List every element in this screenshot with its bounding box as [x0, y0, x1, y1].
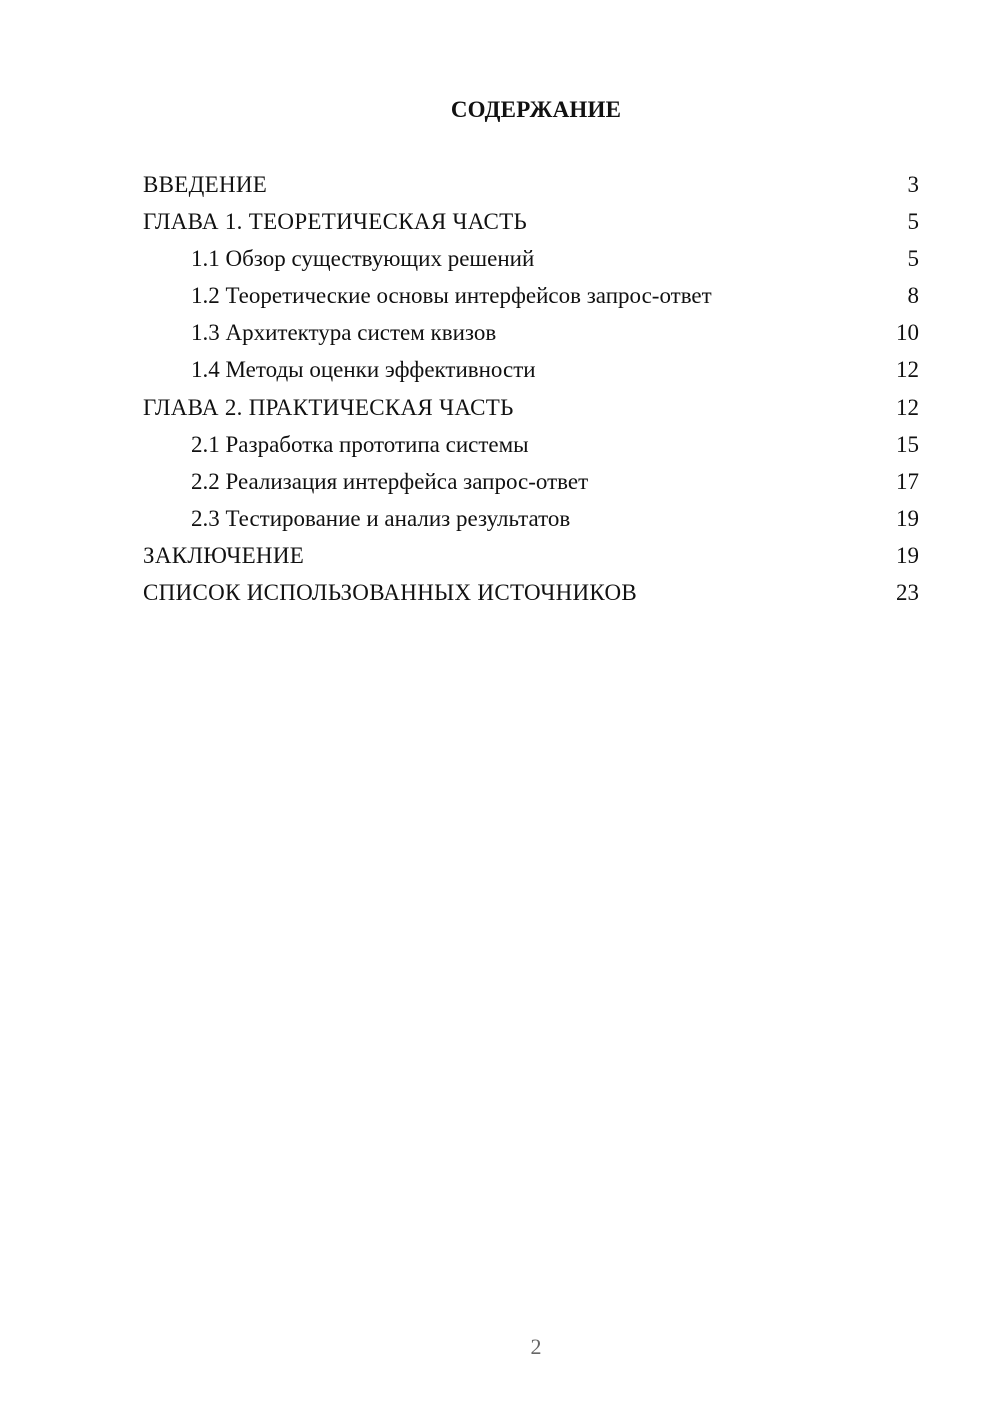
toc-entry-chapter-2[interactable] — [143, 389, 919, 426]
toc-entry-label: 1.1 Обзор существующих решений — [191, 246, 535, 272]
toc-entry-section-2-1[interactable] — [143, 426, 919, 463]
toc-entry-page: 5 — [907, 209, 919, 235]
toc-entry-page: 5 — [907, 246, 919, 272]
toc-entry-label: ГЛАВА 1. ТЕОРЕТИЧЕСКАЯ ЧАСТЬ — [143, 209, 528, 235]
toc-entry-section-1-3[interactable] — [143, 314, 919, 351]
toc-entry-page: 10 — [896, 320, 919, 346]
toc-entry-page: 3 — [907, 172, 919, 197]
table-of-contents — [143, 166, 919, 611]
toc-entry-page: 12 — [896, 357, 919, 383]
toc-entry-label: 2.3 Тестирование и анализ результатов — [191, 505, 571, 531]
toc-entry-label: 2.2 Реализация интерфейса запрос-ответ — [191, 468, 589, 494]
toc-entry-page: 19 — [896, 505, 919, 531]
toc-entry-page: 23 — [896, 580, 919, 606]
toc-entry-references[interactable] — [143, 574, 919, 611]
toc-entry-section-1-4[interactable] — [143, 351, 919, 388]
toc-entry-chapter-1[interactable] — [143, 203, 919, 240]
toc-entry-conclusion[interactable] — [143, 537, 919, 574]
toc-entry-label: 1.4 Методы оценки эффективности — [191, 357, 536, 383]
toc-entry-label: СПИСОК ИСПОЛЬЗОВАННЫХ ИСТОЧНИКОВ — [143, 580, 638, 606]
toc-entry-page: 17 — [896, 468, 919, 494]
toc-entry-section-1-2[interactable] — [143, 277, 919, 314]
toc-entry-label: 2.1 Разработка прототипа системы — [191, 431, 529, 457]
toc-entry-section-2-3[interactable] — [143, 500, 919, 537]
toc-entry-label: ВВЕДЕНИЕ — [143, 172, 268, 197]
page-number: 2 — [530, 1334, 542, 1359]
toc-entry-label: ЗАКЛЮЧЕНИЕ — [143, 542, 305, 568]
toc-entry-section-2-2[interactable] — [143, 463, 919, 500]
toc-entry-label: 1.2 Теоретические основы интерфейсов запрос-ответ — [191, 283, 712, 309]
toc-entry-page: 12 — [896, 394, 919, 420]
toc-entry-introduction[interactable] — [143, 166, 919, 203]
toc-entry-page: 15 — [896, 431, 919, 457]
toc-entry-page: 19 — [896, 542, 919, 568]
toc-entry-page: 8 — [907, 283, 919, 309]
toc-heading: СОДЕРЖАНИЕ — [450, 97, 622, 122]
toc-entry-label: 1.3 Архитектура систем квизов — [191, 320, 497, 346]
toc-entry-label: ГЛАВА 2. ПРАКТИЧЕСКАЯ ЧАСТЬ — [143, 394, 514, 420]
toc-entry-section-1-1[interactable] — [143, 240, 919, 277]
